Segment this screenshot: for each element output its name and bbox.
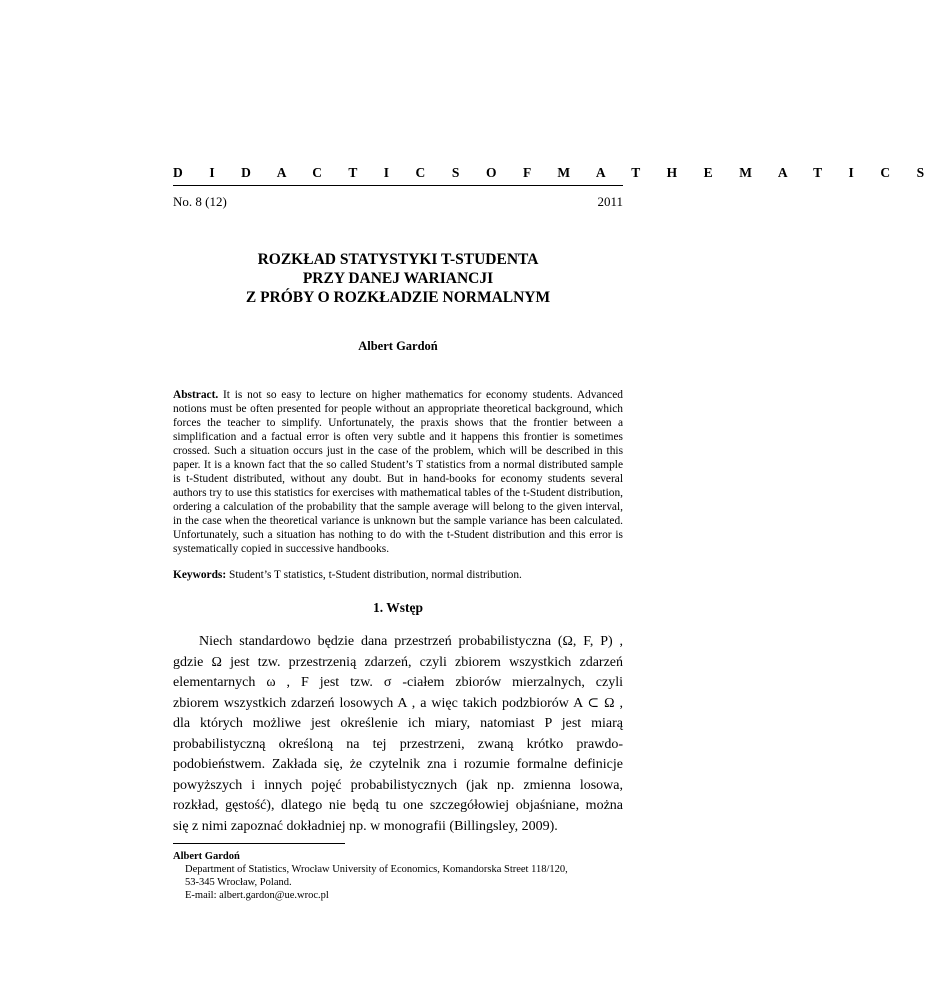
body-line: się z nimi zapoznać dokładniej np. w monografii (Billingsley, 2009). [173,818,558,834]
title-line-1: ROZKŁAD STATYSTYKI T-STUDENTA [257,251,539,268]
keywords-label: Keywords: [173,569,227,581]
issue-year: 2011 [597,194,623,209]
abstract-label: Abstract. [173,389,219,401]
keywords-text: Student’s T statistics, t-Student distribution, normal distribution. [229,569,522,581]
keywords [173,568,623,582]
body-line: zbiorem wszystkich zdarzeń losowych A , a więc takich podzbiorów A ⊂ Ω , [173,695,623,711]
body-line: dla których możliwe jest określenie ich miary, natomiast P jest miarą [173,716,623,731]
issue-row [173,194,623,210]
footnote-author: Albert Gardoń [173,851,240,862]
footnote-divider [173,843,345,844]
journal-name: D I D A C T I C S O F M A T H E M A T I C S [173,165,623,186]
footnote-affiliation: Department of Statistics, Wrocław University of Economics, Komandorska Street 118/120, [185,864,568,875]
title-line-2: PRZY DANEJ WARIANCJI [302,270,494,287]
body-line: elementarnych ω , F jest tzw. σ -ciałem zbiorów mierzalnych, czyli [173,675,623,690]
footnote-email: E-mail: albert.gardon@ue.wroc.pl [185,890,329,901]
title-line-3: Z PRÓBY O ROZKŁADZIE NORMALNYM [245,289,551,306]
body-line: probabilistyczną określoną na tej przestrzeni, zwaną krótko prawdo- [173,736,623,752]
body-line: gdzie Ω jest tzw. przestrzenią zdarzeń, czyli zbiorem wszystkich zdarzeń [173,654,623,670]
section-heading: 1. Wstęp [372,600,423,615]
author-footnote [173,850,623,902]
issue-number: No. 8 (12) [173,194,227,209]
abstract-text: It is not so easy to lecture on higher mathematics for economy students. Advanced notions must be often presented for people without an appropriate theoretical background, which forces the teacher to simplify. Unfortunately, the praxis shows that the frontier between a simplification and a factual error is often very subtle and it happens this frontier is sometimes crossed. Such a situation occurs just in the case of the problem, which will be described in this paper. It is a known fact that the so called Student’s T statistics from a normal distributed sample is t-Student distributed, without any doubt. But in hand-books for economy students several authors try to use this statistics for exercises with mathematical tables of the t-Student distribution, ordering a calculation of the probability that the sample average will belong to the given interval, in the case when the theoretical variance is unknown but the sample variance has been calculated. Unfortunately, such a situation has nothing to do with the t-Student distribution and this error is systematically copied in successive handbooks. [173,389,623,555]
paper-title [173,250,623,307]
author-name: Albert Gardoń [358,339,438,353]
paper-page [173,165,929,902]
footnote-address: 53-345 Wrocław, Poland. [185,877,292,888]
section-body [173,632,623,837]
body-line: powyższych i innych pojęć probabilistycznych (jak np. zmienna losowa, [173,777,623,793]
body-line: podobieństwem. Zakłada się, że czytelnik zna i rozumie formalne definicje [173,757,623,772]
abstract [173,388,623,556]
body-line: Niech standardowo będzie dana przestrzeń probabilistyczna (Ω, F, P) , [199,634,623,649]
body-line: rozkład, gęstość), dlatego nie będą tu one szczegółowiej objaśniane, można [173,798,623,813]
